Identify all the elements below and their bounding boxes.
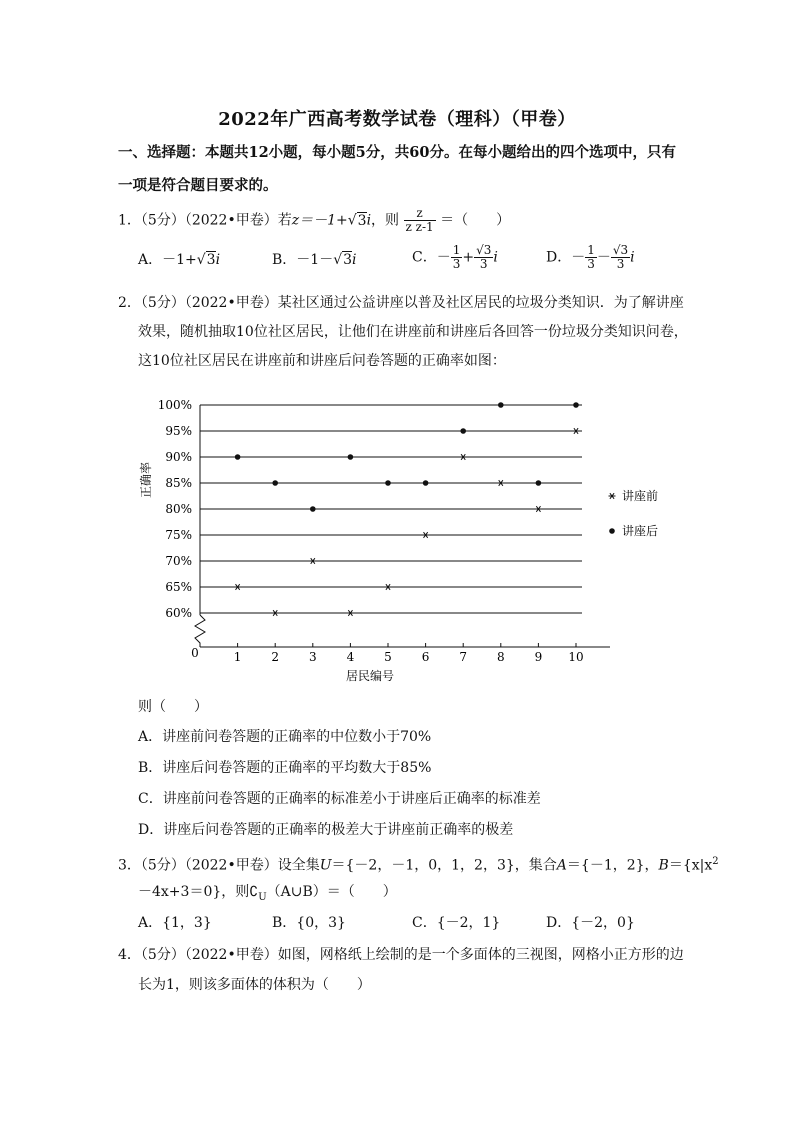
after-lecture-point [536,480,542,486]
q1-sqrt: 3 [357,212,367,229]
q1-equals: ＝（ ） [440,212,511,229]
before-lecture-point [497,480,504,486]
after-lecture-point [460,428,466,434]
y-tick-label: 85% [165,476,192,490]
x-tick-label: 4 [346,650,355,664]
q1-frac-num: z [416,206,423,220]
question-1: 1．（5分）（2022•甲卷）若z＝－1+√3i，则 $\frac{z}{\text{z z-1}}$ ＝（ ） [118,206,511,234]
y-tick-label: 65% [165,580,192,594]
before-lecture-point [385,584,392,590]
y-tick-label: 100% [157,398,192,412]
x-tick-label: 6 [421,650,430,664]
x-tick-label: 3 [308,650,317,664]
q3-option-a: A．{1，3} [138,915,212,931]
legend-dot-marker [609,528,615,534]
chart-y-tick-labels [158,398,192,620]
q2-option-c: C．讲座前问卷答题的正确率的标准差小于讲座后正确率的标准差 [138,791,541,807]
q1-option-a: A．－1+√3i [138,252,221,268]
before-lecture-point [422,532,429,538]
x-tick-label: 5 [384,650,392,664]
q3-option-d: D．{－2，0} [546,915,635,931]
after-lecture-point [423,480,429,486]
before-lecture-point [460,454,467,460]
before-lecture-point [309,558,316,564]
x-tick-label: 7 [459,650,468,664]
q2-then: 则（ ） [138,699,208,715]
q4-line1: 4．（5分）（2022•甲卷）如图，网格纸上绘制的是一个多面体的三视图，网格小正方形的边 [118,947,684,963]
y-axis-break [195,615,205,647]
y-tick-label: 75% [165,528,192,542]
q1-prefix: 1．（5分）（2022•甲卷）若 [118,212,292,229]
chart-gridlines [200,405,582,613]
after-lecture-point [235,454,241,460]
q2-option-b: B．讲座后问卷答题的正确率的平均数大于85% [138,760,432,776]
chart-x-tick-labels [234,650,584,664]
q2-line2: 效果，随机抽取10位社区居民，让他们在讲座前和讲座后各回答一份垃圾分类知识问卷， [138,324,688,340]
chart-legend [609,488,659,538]
q4-line2: 长为1，则该多面体的体积为（ ） [138,977,371,993]
y-tick-label: 80% [165,502,192,516]
chart-x-axis-label: 居民编号 [345,669,395,683]
y-tick-label: 60% [165,606,192,620]
x-tick-label: 1 [233,650,242,664]
exam-title: 2022年广西高考数学试卷（理科）（甲卷） [218,109,576,130]
chart-axes [195,405,610,647]
before-lecture-point [535,506,542,512]
before-lecture-point [272,610,279,616]
section-heading-line1: 一、选择题：本题共12小题，每小题5分，共60分。在每小题给出的四个选项中，只有 [118,144,676,161]
y-tick-label: 95% [165,424,192,438]
q3-option-b: B．{0，3} [272,915,346,931]
y-tick-label: 90% [165,450,192,464]
before-lecture-point [573,428,580,434]
x-tick-label: 9 [534,650,543,664]
q1-then: ，则 [371,212,400,229]
after-lecture-point [385,480,391,486]
after-lecture-point [573,402,579,408]
x-tick-label: 2 [271,650,280,664]
accuracy-chart [130,385,690,695]
before-lecture-point [234,584,241,590]
q2-option-d: D．讲座后问卷答题的正确率的极差大于讲座前正确率的极差 [138,822,514,838]
after-lecture-point [310,506,316,512]
q2-line1: 2．（5分）（2022•甲卷）某社区通过公益讲座以普及社区居民的垃圾分类知识．为了解讲座 [118,295,684,311]
legend-star-marker [609,493,616,499]
legend-label-after: 讲座后 [622,524,659,538]
after-lecture-point [348,454,354,460]
q2-line3: 这10位社区居民在讲座前和讲座后问卷答题的正确率如图： [138,353,506,369]
before-lecture-point [347,610,354,616]
q1-option-b: B．－1－√3i [272,252,357,268]
legend-label-before: 讲座前 [622,489,659,503]
q1-frac-den: z z-1 [405,220,434,234]
q1-option-c: C．－ $\frac{1}{3}$ + $\frac{√3}{3}$ i [412,243,498,271]
after-lecture-point [272,480,278,486]
chart-y-axis-label: 正确率 [139,461,153,499]
q3-line2: －4x+3＝0}，则$∁_U(A\cup B)=$（ ） [138,884,397,903]
q3-line1: 3．（5分）（2022•甲卷）设全集U＝{－2，－1，0，1，2，3}，集合A＝{－1，2}，$B=\{x|x^2$ [118,856,719,874]
x-tick-label: 8 [496,650,505,664]
after-lecture-point [498,402,504,408]
q1-z-eq: z＝－1+ [291,212,348,229]
chart-origin-label: 0 [191,646,199,660]
q3-option-c: C．{－2，1} [412,915,501,931]
x-tick-label: 10 [568,650,584,664]
section-heading-line2: 一项是符合题目要求的。 [118,177,278,194]
q2-option-a: A．讲座前问卷答题的正确率的中位数小于70% [138,729,432,745]
q1-fraction [404,207,436,234]
y-tick-label: 70% [165,554,192,568]
q1-i: i [366,212,372,229]
q1-option-d: D．－ $\frac{1}{3}$ － $\frac{√3}{3}$ i [546,243,635,271]
